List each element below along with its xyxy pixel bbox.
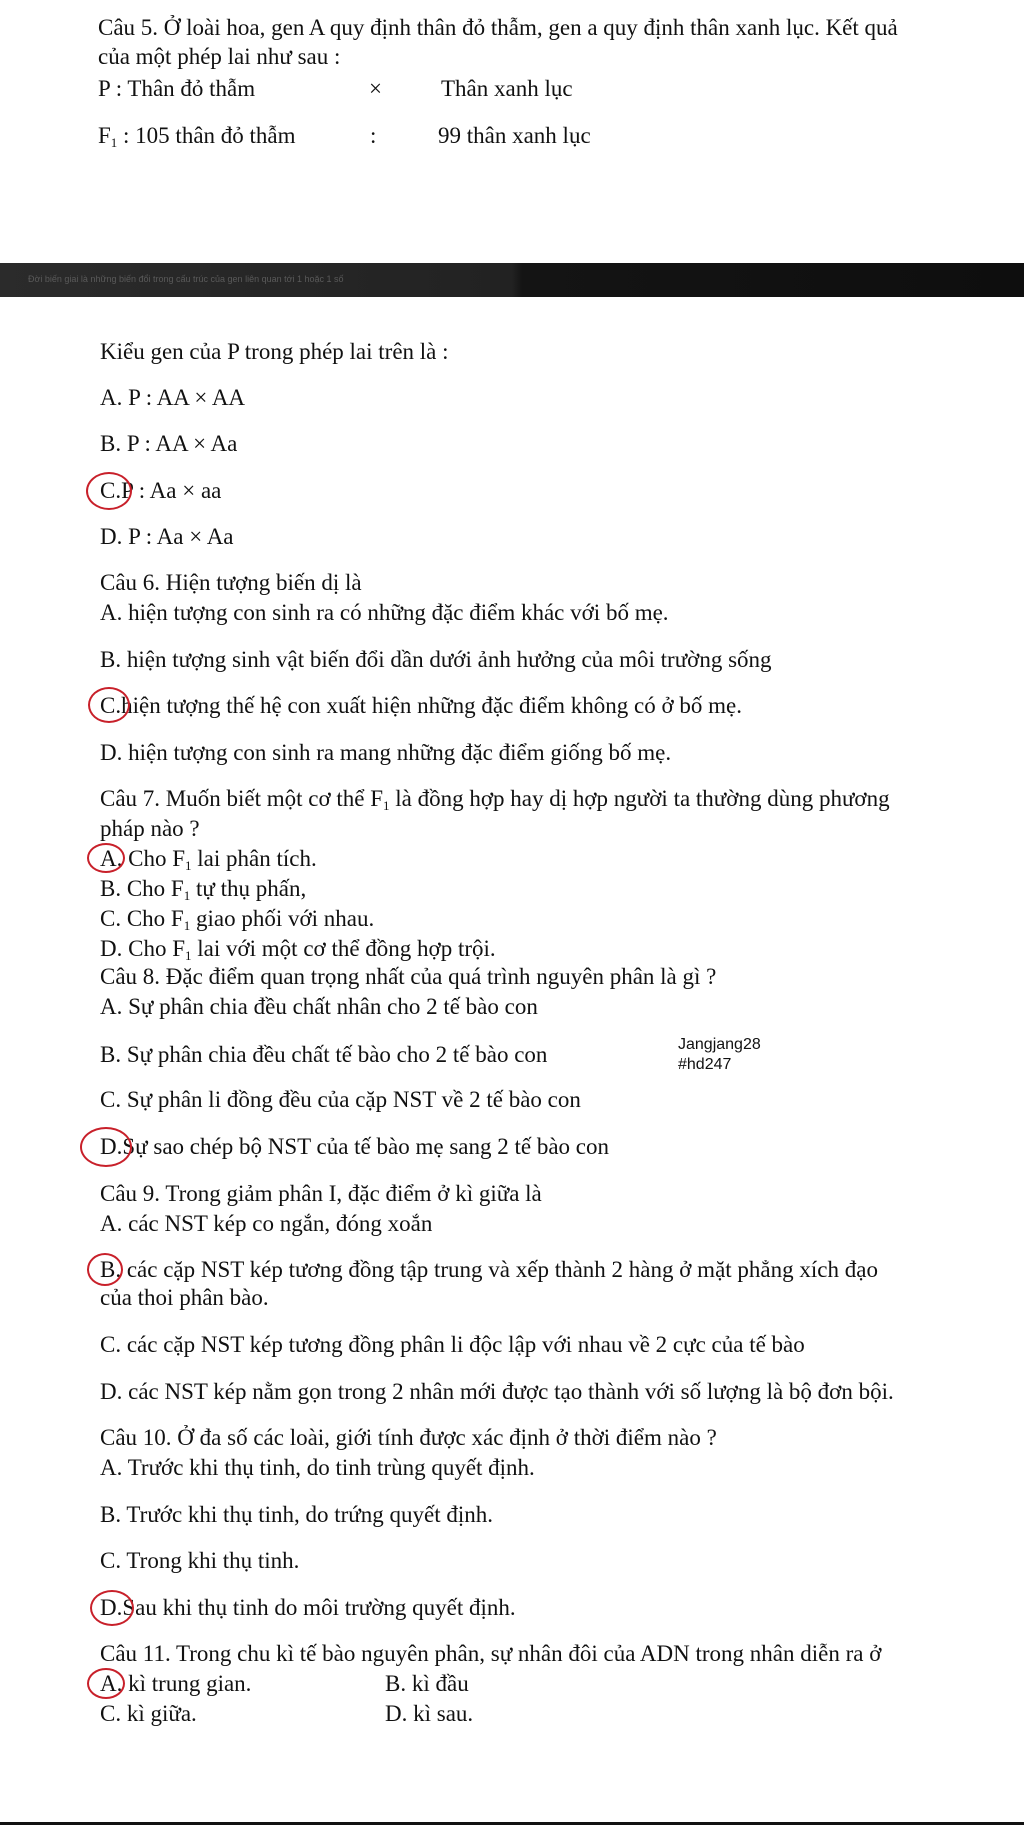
q7-option-d: D. Cho $F_1$ lai với một cơ thể đồng hợp trội. <box>100 936 496 963</box>
q5-answer-circle <box>86 472 132 510</box>
q5-option-c: C.P : Aa × aa <box>100 478 222 503</box>
q8-option-a: A. Sự phân chia đều chất nhân cho 2 tế bào con <box>100 994 538 1019</box>
q5-p-right: Thân xanh lục <box>441 76 573 101</box>
q11-option-a: A. kì trung gian. <box>100 1671 252 1696</box>
q7-stem-line2: pháp nào ? <box>100 816 200 841</box>
q5-f1-colon: : <box>370 123 377 148</box>
q5-stem-line2: của một phép lai như sau : <box>98 44 341 69</box>
band-caption: Đời biến giai là những biến đổi trong cấu trúc của gen liên quan tới 1 hoặc 1 số <box>28 274 344 284</box>
q7-option-c: C. Cho $F_1$ giao phối với nhau. <box>100 906 375 933</box>
q10-option-a: A. Trước khi thụ tinh, do tinh trùng quyết định. <box>100 1455 535 1480</box>
q6-option-a: A. hiện tượng con sinh ra có những đặc điểm khác với bố mẹ. <box>100 600 669 625</box>
q11-stem: Câu 11. Trong chu kì tế bào nguyên phân, sự nhân đôi của ADN trong nhân diễn ra ở <box>100 1641 882 1666</box>
q10-option-c: C. Trong khi thụ tinh. <box>100 1548 300 1573</box>
q10-option-d: D.Sau khi thụ tinh do môi trường quyết định. <box>100 1595 516 1620</box>
q8-stem: Câu 8. Đặc điểm quan trọng nhất của quá trình nguyên phân là gì ? <box>100 964 717 989</box>
q11-option-c: C. kì giữa. <box>100 1701 197 1726</box>
watermark-line1: Jangjang28 <box>678 1036 761 1053</box>
q7-answer-circle <box>87 843 125 873</box>
q6-option-b: B. hiện tượng sinh vật biến đổi dần dưới ảnh hưởng của môi trường sống <box>100 647 772 672</box>
q9-option-b-line2: của thoi phân bào. <box>100 1285 269 1310</box>
q5-option-d: D. P : Aa × Aa <box>100 524 234 549</box>
q7-option-a: A. Cho $F_1$ lai phân tích. <box>100 846 317 873</box>
q5-option-a: A. P : AA × AA <box>100 385 246 410</box>
watermark-line2: #hd247 <box>678 1056 732 1073</box>
q8-option-c: C. Sự phân li đồng đều của cặp NST về 2 tế bào con <box>100 1087 581 1112</box>
q9-stem: Câu 9. Trong giảm phân I, đặc điểm ở kì giữa là <box>100 1181 542 1206</box>
q9-option-c: C. các cặp NST kép tương đồng phân li độc lập với nhau về 2 cực của tế bào <box>100 1332 805 1357</box>
q6-answer-circle <box>88 687 130 723</box>
q8-option-d: D.Sự sao chép bộ NST của tế bào mẹ sang 2 tế bào con <box>100 1134 609 1159</box>
video-band <box>0 263 1024 297</box>
q11-answer-circle <box>87 1668 125 1699</box>
q6-option-c: C.hiện tượng thế hệ con xuất hiện những đặc điểm không có ở bố mẹ. <box>100 693 743 718</box>
q5-f1-label: $F_1$ : 105 thân đỏ thẫm <box>98 123 296 150</box>
q6-stem: Câu 6. Hiện tượng biến dị là <box>100 570 362 595</box>
q11-option-b: B. kì đầu <box>385 1671 469 1696</box>
q9-option-b: B. các cặp NST kép tương đồng tập trung và xếp thành 2 hàng ở mặt phẳng xích đạo <box>100 1257 878 1282</box>
q9-option-d: D. các NST kép nằm gọn trong 2 nhân mới được tạo thành với số lượng là bộ đơn bội. <box>100 1379 894 1404</box>
watermark <box>678 1035 761 1075</box>
q7-option-b: B. Cho $F_1$ tự thụ phấn, <box>100 876 307 903</box>
q10-option-b: B. Trước khi thụ tinh, do trứng quyết định. <box>100 1502 493 1527</box>
q11-option-d: D. kì sau. <box>385 1701 474 1726</box>
q5-p-cross: × <box>369 76 382 101</box>
q5-stem-line1: Câu 5. Ở loài hoa, gen A quy định thân đỏ thẫm, gen a quy định thân xanh lục. Kết quả <box>98 15 898 40</box>
q9-answer-circle <box>87 1253 123 1286</box>
q5-p-label: P : Thân đỏ thẫm <box>98 76 256 101</box>
q8-option-b: B. Sự phân chia đều chất tế bào cho 2 tế bào con <box>100 1042 548 1067</box>
q8-answer-circle <box>80 1127 132 1167</box>
q5-question: Kiểu gen của P trong phép lai trên là : <box>100 339 449 364</box>
q9-option-a: A. các NST kép co ngắn, đóng xoắn <box>100 1211 433 1236</box>
q5-option-b: B. P : AA × Aa <box>100 431 238 456</box>
q5-f1-right: 99 thân xanh lục <box>438 123 591 148</box>
q10-stem: Câu 10. Ở đa số các loài, giới tính được xác định ở thời điểm nào ? <box>100 1425 717 1450</box>
q7-stem-line1: Câu 7. Muốn biết một cơ thể $F_1$ là đồng hợp hay dị hợp người ta thường dùng phương <box>100 786 890 813</box>
q10-answer-circle <box>90 1590 134 1626</box>
q6-option-d: D. hiện tượng con sinh ra mang những đặc điểm giống bố mẹ. <box>100 740 672 765</box>
